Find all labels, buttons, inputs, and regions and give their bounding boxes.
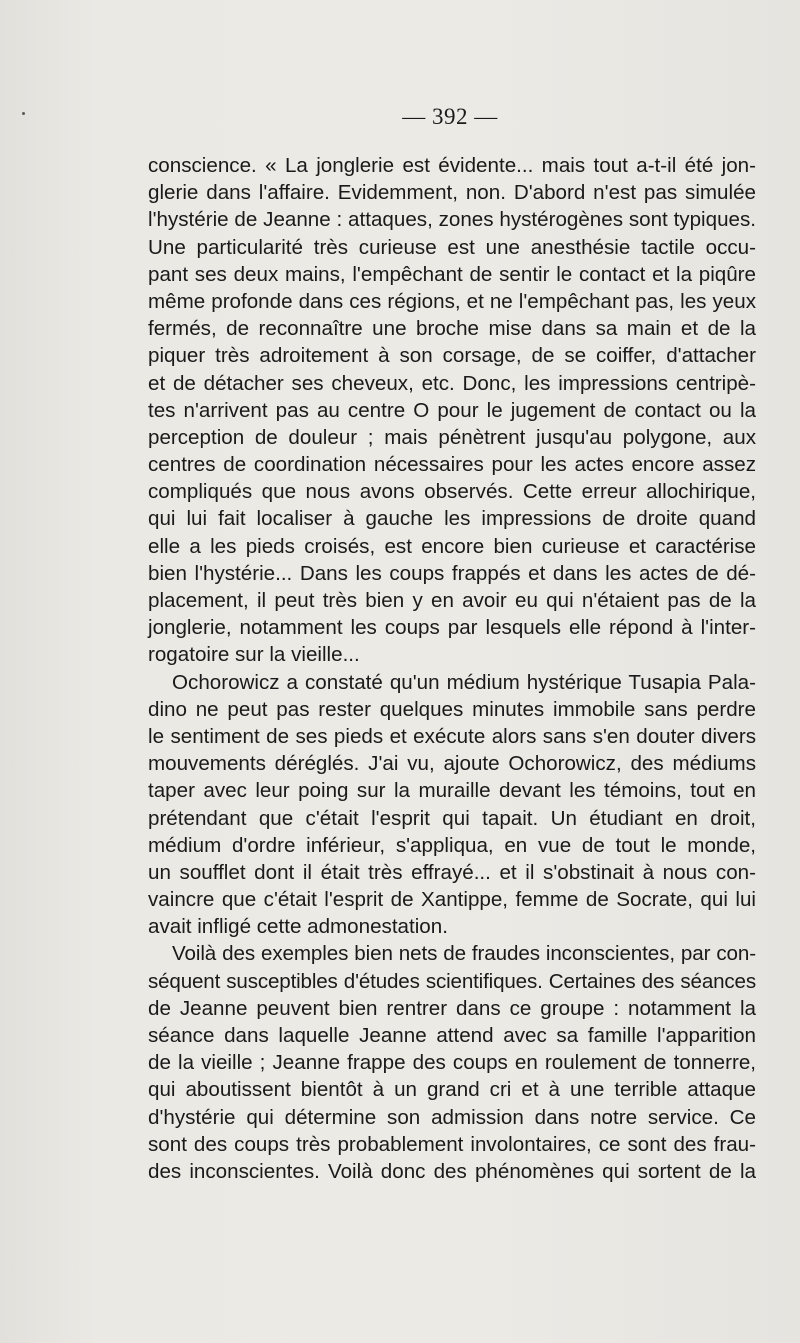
text-line: conscience. « La jonglerie est évidente... mais tout a-t-il été jon-	[148, 154, 756, 177]
page-number: — 392 —	[402, 104, 498, 129]
text-line: mouvements déréglés. J'ai vu, ajoute Ochorowicz, des médiums	[148, 752, 756, 776]
text-line: d'hystérie qui détermine son admission dans notre service. Ce	[148, 1105, 756, 1129]
text-line: et de détacher ses cheveux, etc. Donc, les impressions centripè-	[148, 371, 756, 395]
text-line: même profonde dans ces régions, et ne l'empêchant pas, les yeux	[148, 289, 756, 313]
text-line: vaincre que c'était l'esprit de Xantippe, femme de Socrate, qui lui	[148, 888, 756, 912]
text-line: bien l'hystérie... Dans les coups frappés et dans les actes de dé-	[148, 561, 756, 585]
text-line: dino ne peut pas rester quelques minutes immobile sans perdre	[148, 697, 756, 721]
text-line: séance dans laquelle Jeanne attend avec sa famille l'apparition	[148, 1024, 756, 1047]
text-line: l'hystérie de Jeanne : attaques, zones hystérogènes sont typiques.	[148, 208, 756, 232]
text-line: prétendant que c'était l'esprit qui tapait. Un étudiant en droit,	[148, 806, 756, 830]
text-line: de Jeanne peuvent bien rentrer dans ce groupe : notamment la	[148, 996, 756, 1020]
text-line: centres de coordination nécessaires pour les actes encore assez	[148, 453, 756, 477]
text-line: elle a les pieds croisés, est encore bien curieuse et caractérise	[148, 534, 756, 558]
text-line: avait infligé cette admonestation.	[148, 915, 448, 939]
body-text	[148, 152, 756, 1185]
text-line: pant ses deux mains, l'empêchant de sentir le contact et la piqûre	[148, 262, 756, 286]
text-line: Une particularité très curieuse est une anesthésie tactile occu-	[148, 235, 756, 259]
text-line: glerie dans l'affaire. Evidemment, non. D'abord n'est pas simulée	[148, 181, 756, 205]
text-line: perception de douleur ; mais pénètrent jusqu'au polygone, aux	[148, 425, 756, 449]
text-line: des inconscientes. Voilà donc des phénomènes qui sortent de la	[148, 1159, 756, 1183]
text-line: Ochorowicz a constaté qu'un médium hystérique Tusapia Pala-	[172, 670, 756, 694]
text-line: tes n'arrivent pas au centre O pour le jugement de contact ou la	[148, 398, 756, 422]
text-line: médium d'ordre inférieur, s'appliqua, en vue de tout le monde,	[148, 833, 756, 857]
text-line: placement, il peut très bien y en avoir eu qui n'étaient pas de la	[148, 589, 756, 612]
text-line: jonglerie, notamment les coups par lesquels elle répond à l'inter-	[148, 616, 756, 640]
text-line: qui aboutissent bientôt à un grand cri et à une terrible attaque	[148, 1078, 756, 1102]
text-line: rogatoire sur la vieille...	[148, 643, 360, 667]
text-line: taper avec leur poing sur la muraille devant les témoins, tout en	[148, 779, 756, 803]
text-line: Voilà des exemples bien nets de fraudes inconscientes, par con-	[172, 942, 756, 966]
text-line: un soufflet dont il était très effrayé... et il s'obstinait à nous con-	[148, 860, 756, 884]
text-line: fermés, de reconnaître une broche mise dans sa main et de la	[148, 317, 756, 341]
text-line: qui lui fait localiser à gauche les impressions de droite quand	[148, 507, 756, 531]
text-line: piquer très adroitement à son corsage, de se coiffer, d'attacher	[148, 344, 756, 368]
text-line: compliqués que nous avons observés. Cette erreur allochirique,	[148, 480, 756, 504]
text-line: séquent susceptibles d'études scientifiques. Certaines des séances	[148, 969, 756, 993]
text-line: le sentiment de ses pieds et exécute alors sans s'en douter divers	[148, 724, 756, 748]
text-line: sont des coups très probablement involontaires, ce sont des frau-	[148, 1132, 756, 1156]
text-line: de la vieille ; Jeanne frappe des coups en roulement de tonnerre,	[148, 1051, 756, 1075]
